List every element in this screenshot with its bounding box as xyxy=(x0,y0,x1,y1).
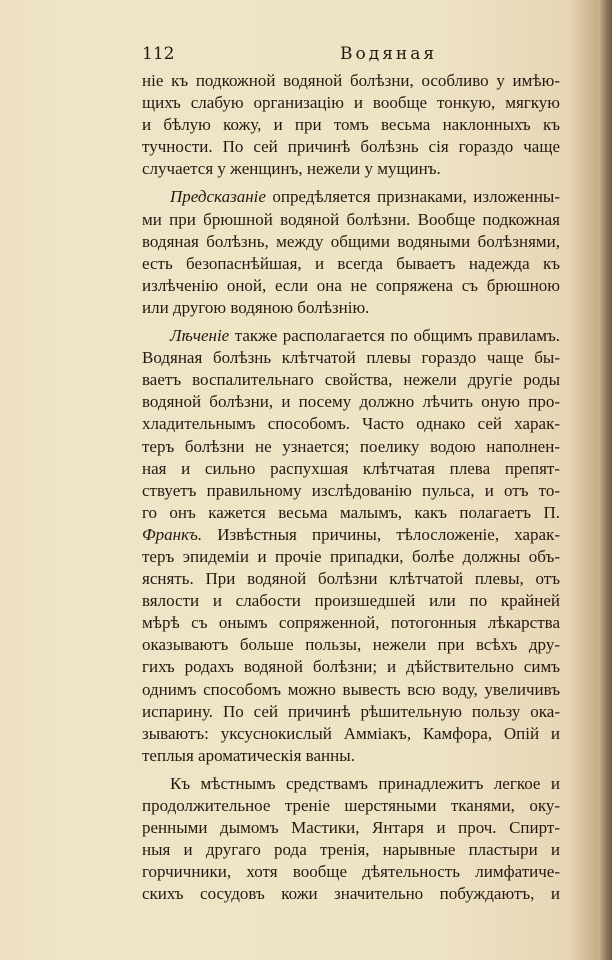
body-text xyxy=(142,70,560,905)
paragraph xyxy=(142,70,560,180)
section-heading: Лѣченіе xyxy=(170,326,230,346)
text-line: есть безопаснѣйшая, и всегда бываетъ надежда къ xyxy=(142,253,560,273)
text-line: теръ болѣзни не узнается; поелику водою наполнен- xyxy=(142,436,560,456)
paragraph xyxy=(142,186,560,319)
text-line: зываютъ: уксуснокислый Амміакъ, Камфора, Опій и xyxy=(142,723,560,743)
text-line: продолжительное треніе шерстяными тканями, оку- xyxy=(142,796,560,815)
text-line: яснять. При водяной болѣзни клѣтчатой плевы, отъ xyxy=(142,569,560,589)
text-line: го онъ кажется весьма малымъ, какъ полагаетъ П. xyxy=(142,502,560,522)
page-edge xyxy=(598,0,612,960)
text-line: горчичники, хотя вообще дѣятельность лимфатиче- xyxy=(142,862,560,882)
text-line xyxy=(142,325,560,347)
text-line: ренными дымомъ Мастики, Янтаря и проч. Спирт- xyxy=(142,818,560,838)
text-line: ваетъ воспалительнаго свойства, нежели другіе роды xyxy=(142,370,560,390)
page-header xyxy=(142,44,560,68)
text-line: хладительнымъ способомъ. Часто однако сей харак- xyxy=(142,414,560,434)
text-line: тучности. По сей причинѣ болѣзнь сія гораздо чаще xyxy=(142,137,560,157)
text-line: Водяная болѣзнь клѣтчатой плевы гораздо чаще бы- xyxy=(142,348,560,368)
text-line: ная и сильно распухшая клѣтчатая плева препят- xyxy=(142,458,560,478)
text-line: теплыя ароматическія ванны. xyxy=(142,745,355,765)
text-line: вялости и слабости произшедшей или по крайней xyxy=(142,591,560,611)
text-line: ми при брюшной водяной болѣзни. Вообще подкожная xyxy=(142,209,560,229)
text-line: и бѣлую кожу, и при томъ весьма наклонныхъ къ xyxy=(142,115,560,135)
text-line: однимъ способомъ можно вывесть всю воду, увеличивъ xyxy=(142,679,560,699)
text-line: ныя и другаго рода тренія, нарывные пластыри и xyxy=(142,840,560,860)
author-name: Франкъ. xyxy=(142,524,203,544)
text-line: испарину. По сей причинѣ рѣшительную пользу ока- xyxy=(142,701,560,721)
text-line: скихъ сосудовъ кожи значительно побуждаютъ, и xyxy=(142,884,560,904)
running-head: Водяная xyxy=(340,44,438,64)
text-line: мѣрѣ съ онымъ сопряженной, потогонныя лѣкарства xyxy=(142,613,560,633)
text-line xyxy=(142,186,560,208)
text-fragment: опредѣляется признаками, изложенны- xyxy=(265,187,560,207)
section-heading: Предсказаніе xyxy=(170,187,266,207)
page-number: 112 xyxy=(142,44,175,64)
text-line: ніе къ подкожной водяной болѣзни, особливо у имѣю- xyxy=(142,71,560,90)
text-line: ствуетъ правильному изслѣдованію пульса, и отъ то- xyxy=(142,480,560,500)
text-line xyxy=(142,524,560,546)
text-line: водяная болѣзнь, между общими водяными болѣзнями, xyxy=(142,231,560,251)
paragraph xyxy=(142,773,560,906)
text-line: щихъ слабую организацію и вообще тонкую, мягкую xyxy=(142,93,560,113)
text-line: случается у женщинъ, нежели у мущинъ. xyxy=(142,159,441,179)
text-fragment: также располагается по общимъ правиламъ. xyxy=(229,326,560,346)
text-line: оказываютъ больше пользы, нежели при всѣхъ дру- xyxy=(142,635,560,655)
text-line: теръ эпидеміи и прочіе припадки, болѣе должны объ- xyxy=(142,546,560,566)
text-line: или другою водяною болѣзнію. xyxy=(142,297,370,317)
text-line: водяной болѣзни, и посему должно лѣчить оную про- xyxy=(142,392,560,412)
text-fragment: Извѣстныя причины, тѣлосложеніе, харак- xyxy=(202,524,560,544)
paragraph xyxy=(142,325,560,767)
text-line: гихъ родахъ водяной болѣзни; и дѣйствительно симъ xyxy=(142,657,560,677)
text-line: излѣченію оной, если она не сопряжена съ брюшною xyxy=(142,275,560,295)
text-line: Къ мѣстнымъ средствамъ принадлежитъ легкое и xyxy=(170,773,560,793)
